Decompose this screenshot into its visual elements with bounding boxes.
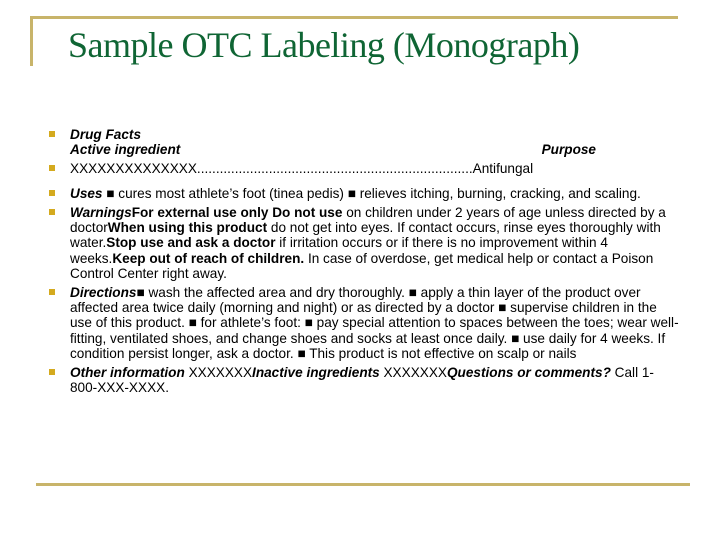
ingredient-line: XXXXXXXXXXXXXX......................................................................... <box>70 160 473 176</box>
bottom-accent-rule <box>36 483 690 486</box>
warning-text-1: on children under 2 years of age unless directed by a doctor <box>70 204 666 236</box>
inactive-ingredients-label: Inactive ingredients <box>252 364 380 380</box>
square-bullet-icon <box>49 369 55 375</box>
other-information-value: XXXXXXX <box>184 364 253 380</box>
warning-external-use: For external use only Do not use <box>131 204 343 220</box>
other-information-label: Other information <box>70 364 185 380</box>
warning-text-3: if irritation occurs or if there is no improvement within 4 weeks. <box>70 235 608 266</box>
warning-text-4: In case of overdose, get medical help or contact a Poison Control Center right away. <box>70 250 654 282</box>
warning-keep-out: Keep out of reach of children. <box>112 250 305 266</box>
square-bullet-icon <box>49 289 55 295</box>
directions-label: Directions <box>70 284 137 300</box>
warning-text-2: do not get into eyes. If contact occurs, rinse eyes thoroughly with water. <box>70 220 661 251</box>
list-item-uses <box>49 186 679 201</box>
warning-stop-use: Stop use and ask a doctor <box>106 235 276 251</box>
list-item-warnings <box>49 205 679 282</box>
questions-label: Questions or comments? <box>446 364 611 380</box>
list-item-drug-facts <box>49 127 679 158</box>
directions-text: ■ wash the affected area and dry thoroughly. ■ apply a thin layer of the product over affected area twice daily (morning and night) or as directed by a doctor ■ supervise children in the use of this product. ■ for athlete’s foot: ■ pay special attention to spaces between the toes; wear well-fitting, ventilated shoes, and change shoes and socks at least once daily. ■ use daily for 4 weeks. If condition persist longer, ask a doctor. ■ This product is not effective on scalp or nails <box>70 284 679 362</box>
uses-label: Uses <box>70 186 103 202</box>
square-bullet-icon <box>49 165 55 171</box>
drug-facts-heading: Drug Facts <box>70 127 142 142</box>
uses-item-1: cures most athlete’s foot (tinea pedis) <box>118 186 344 202</box>
purpose-value: Antifungal <box>472 160 534 176</box>
list-item-ingredient <box>49 161 679 176</box>
square-bullet-icon <box>49 190 55 196</box>
warning-when-using: When using this product <box>107 220 268 236</box>
square-bullet-icon <box>49 131 55 137</box>
slide-title: Sample OTC Labeling (Monograph) <box>68 25 580 65</box>
active-ingredient-row <box>70 142 596 157</box>
list-item-directions <box>49 285 679 362</box>
uses-item-2: relieves itching, burning, cracking, and scaling. <box>359 186 641 202</box>
left-accent-rule <box>30 16 33 66</box>
square-bullet-icon <box>49 209 55 215</box>
slide-content <box>49 127 679 399</box>
phone-number: Call 1-800-XXX-XXXX. <box>70 364 654 396</box>
purpose-label: Purpose <box>541 142 596 158</box>
top-accent-rule <box>30 16 678 19</box>
warnings-label: Warnings <box>70 204 132 220</box>
uses-separator-icon: ■ <box>343 186 360 202</box>
list-item-other-information <box>49 365 679 396</box>
active-ingredient-label: Active ingredient <box>70 142 181 158</box>
uses-separator-icon: ■ <box>102 186 119 202</box>
inactive-ingredients-value: XXXXXXX <box>379 364 447 380</box>
